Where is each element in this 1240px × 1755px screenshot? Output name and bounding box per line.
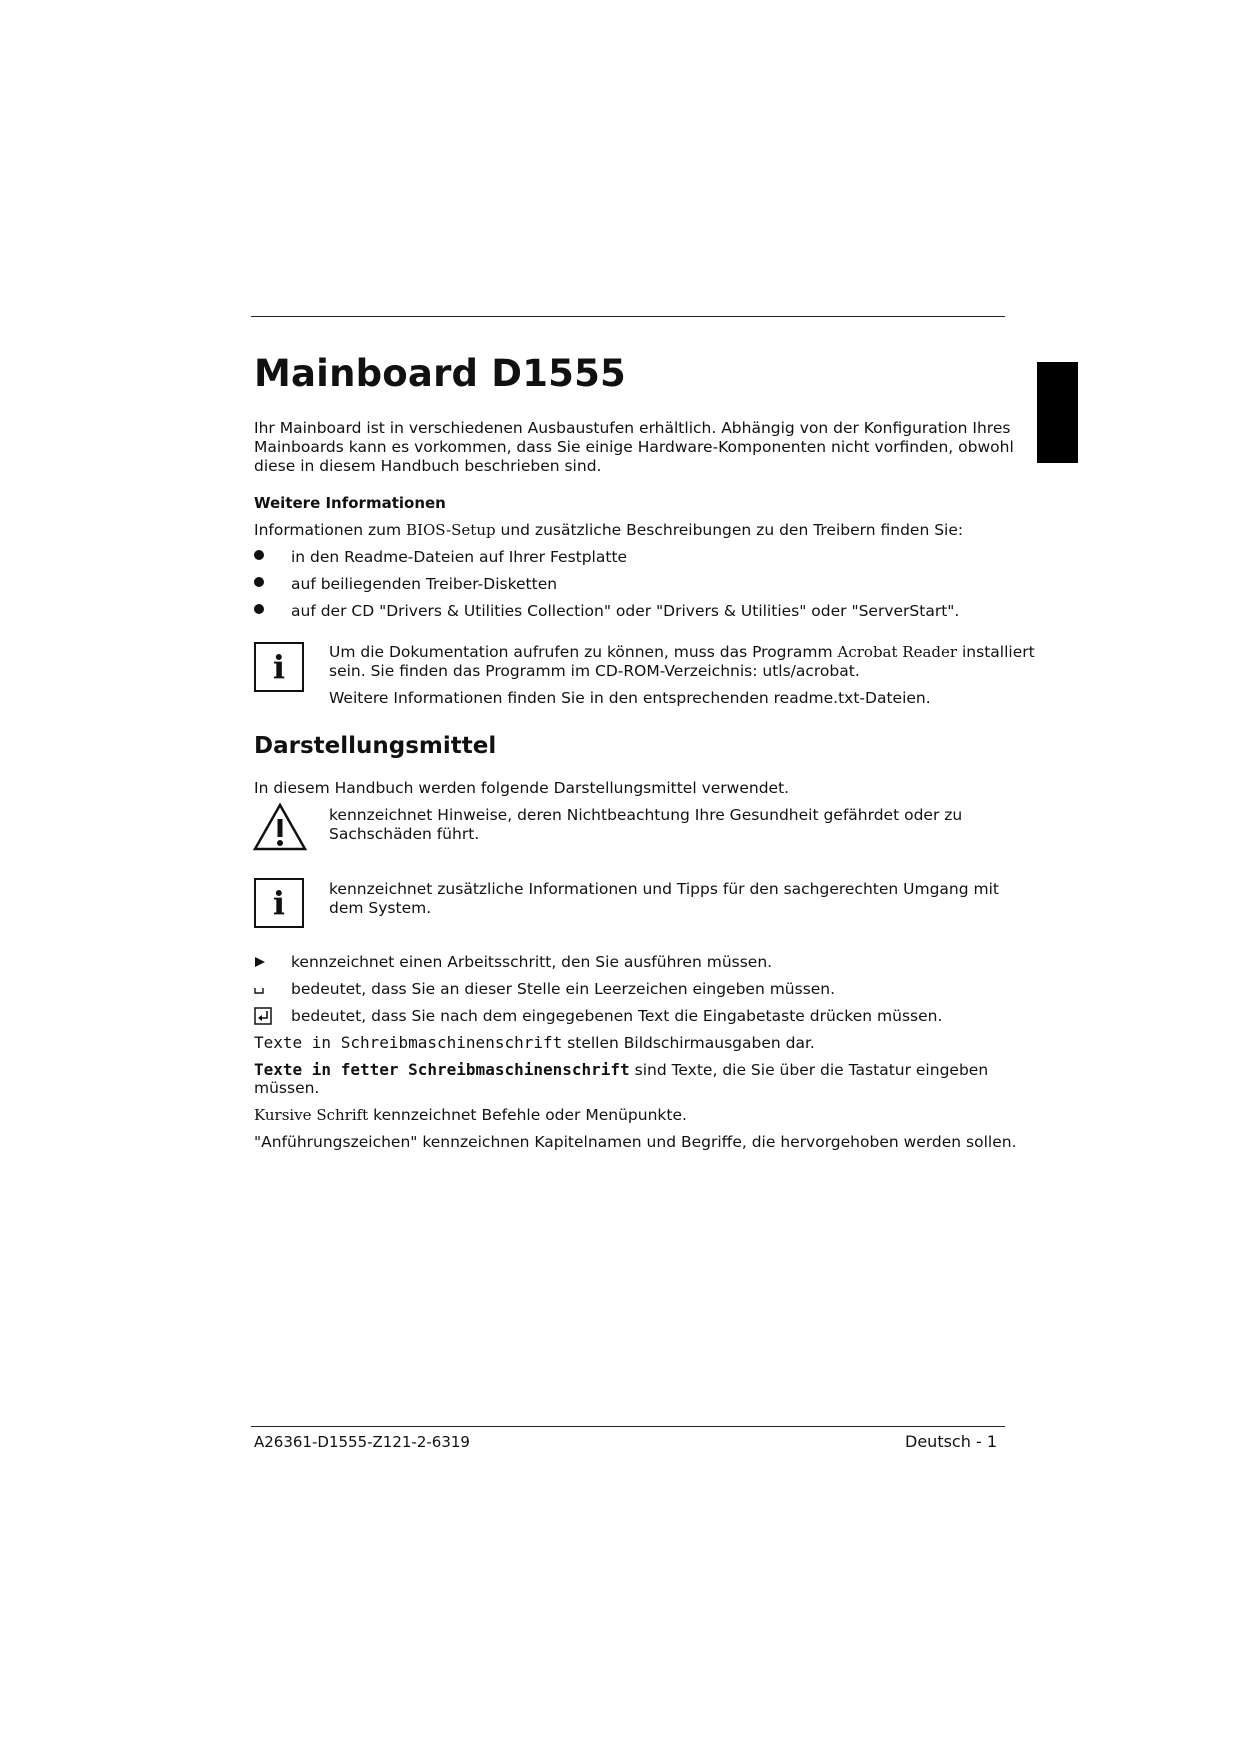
footer-rule: [251, 1426, 1005, 1427]
enter-desc: bedeutet, dass Sie nach dem eingegebenen Text die Eingabetaste drücken müssen.: [291, 1007, 943, 1025]
note-line-3: Weitere Informationen finden Sie in den entsprechenden readme.txt-Dateien.: [329, 689, 931, 707]
header-rule: [251, 316, 1005, 317]
footer-page-number: Deutsch - 1: [905, 1432, 997, 1451]
italic-desc: kennzeichnet Befehle oder Menüpunkte.: [368, 1106, 687, 1124]
note-line-1-post: installiert: [957, 643, 1035, 661]
bullet-item-2: auf beiliegenden Treiber-Disketten: [291, 575, 558, 593]
monob-desc: sind Texte, die Sie über die Tastatur eingeben: [629, 1061, 989, 1079]
step-desc: kennzeichnet einen Arbeitsschritt, den Sie ausführen müssen.: [291, 953, 773, 971]
space-icon: [254, 987, 264, 995]
note-line-2: sein. Sie finden das Programm im CD-ROM-Verzeichnis: utls/acrobat.: [329, 662, 860, 680]
bullet-dot-1: [254, 550, 264, 560]
info-icon: [254, 642, 304, 692]
bullet-item-1: in den Readme-Dateien auf Ihrer Festplatte: [291, 548, 628, 566]
step-arrow-icon: [254, 956, 266, 968]
info-icon-2: [254, 878, 304, 928]
bios-setup-term: BIOS-Setup: [406, 521, 496, 539]
more-info-heading: Weitere Informationen: [254, 494, 446, 512]
footer-doc-id: A26361-D1555-Z121-2-6319: [254, 1433, 470, 1451]
conventions-heading: Darstellungsmittel: [254, 733, 497, 759]
italic-line: [254, 1106, 687, 1125]
more-info-lead-post: und zusätzliche Beschreibungen zu den Treibern finden Sie:: [495, 521, 964, 539]
intro-line-2: Mainboards kann es vorkommen, dass Sie einige Hardware-Komponenten nicht vorfinden, obwohl: [254, 438, 1014, 456]
enter-key-icon: [254, 1007, 272, 1025]
warning-line-1: kennzeichnet Hinweise, deren Nichtbeachtung Ihre Gesundheit gefährdet oder zu: [329, 806, 963, 824]
intro-line-1: Ihr Mainboard ist in verschiedenen Ausbaustufen erhältlich. Abhängig von der Konfiguration Ihres: [254, 419, 1011, 437]
monob-sample: Texte in fetter Schreibmaschinenschrift: [254, 1060, 630, 1079]
info-icon-glyph: i: [272, 648, 286, 686]
info-line-1: kennzeichnet zusätzliche Informationen und Tipps für den sachgerechten Umgang mit: [329, 880, 999, 898]
intro-line-3: diese in diesem Handbuch beschrieben sind.: [254, 457, 602, 475]
bullet-item-3: auf der CD "Drivers & Utilities Collection" oder "Drivers & Utilities" oder "ServerStart".: [291, 602, 960, 620]
mono-line: [254, 1033, 815, 1053]
bullet-dot-2: [254, 577, 264, 587]
italic-sample: Kursive Schrift: [254, 1106, 369, 1124]
acrobat-reader-term: Acrobat Reader: [837, 643, 958, 661]
more-info-lead: [254, 521, 963, 540]
warning-icon: [252, 802, 308, 852]
more-info-lead-pre: Informationen zum: [254, 521, 406, 539]
conventions-lead: In diesem Handbuch werden folgende Darstellungsmittel verwendet.: [254, 779, 790, 797]
page-title: Mainboard D1555: [254, 352, 626, 395]
mono-sample: Texte in Schreibmaschinenschrift: [254, 1033, 563, 1052]
mono-desc: stellen Bildschirmausgaben dar.: [562, 1034, 815, 1052]
info-line-2: dem System.: [329, 899, 432, 917]
space-desc: bedeutet, dass Sie an dieser Stelle ein Leerzeichen eingeben müssen.: [291, 980, 836, 998]
monob-line: [254, 1060, 988, 1080]
chapter-tab-marker: [1037, 362, 1078, 463]
warning-line-2: Sachschäden führt.: [329, 825, 480, 843]
quote-line: "Anführungszeichen" kennzeichnen Kapitelnamen und Begriffe, die hervorgehoben werden sollen.: [254, 1133, 1017, 1151]
note-line-1: [329, 643, 1035, 662]
monob-line-2: müssen.: [254, 1079, 320, 1097]
info-icon-2-glyph: i: [272, 884, 286, 922]
bullet-dot-3: [254, 604, 264, 614]
note-line-1-pre: Um die Dokumentation aufrufen zu können, muss das Programm: [329, 643, 838, 661]
